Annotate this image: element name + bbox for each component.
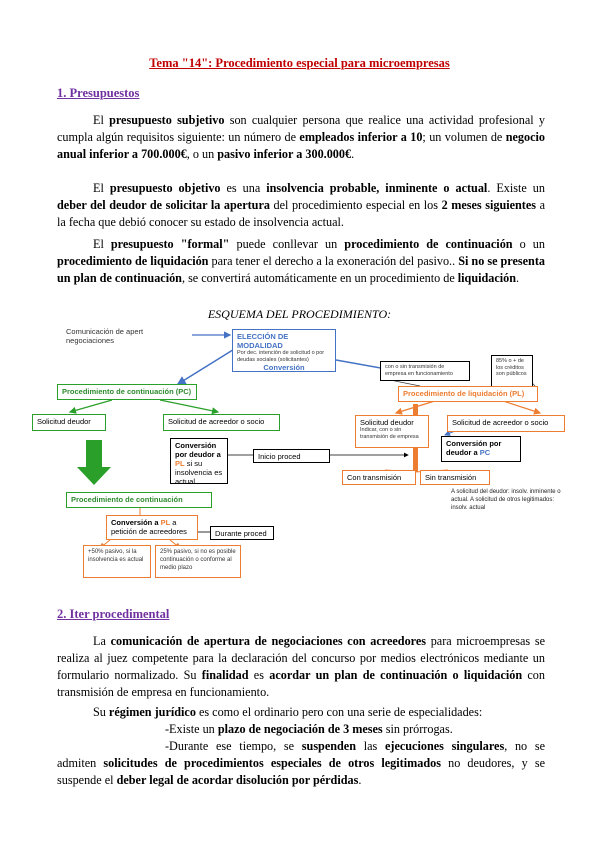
scheme-inicio-proced: Inicio proced: [253, 449, 330, 463]
scheme-election-box: [232, 329, 336, 372]
scheme-conversion-to-pc: [441, 436, 521, 462]
scheme-conversion-to-pl: [170, 438, 228, 484]
scheme-conversion-to-pl-2-rest: a petición de acreedores: [111, 518, 187, 536]
scheme-start-label: Comunicación de apert negociaciones: [66, 327, 192, 345]
scheme-election-sub: Por dec. intención de solicitud o por deudas sociales (solicitantes): [237, 350, 325, 363]
scheme-note-50: +50% pasivo, si la insolvencia es actual: [83, 545, 151, 578]
scheme-conversion-to-pl-rest: si su insolvencia es actual: [175, 459, 223, 486]
scheme-conversion-to-pc-title: Conversión por deudor a: [446, 439, 502, 457]
scheme-pl-note: 85% o + de los créditos son públicos: [491, 355, 533, 397]
section-heading-presupuestos: 1. Presupuestos: [57, 86, 140, 100]
scheme-durante-proced: Durante proced: [210, 526, 274, 540]
scheme-pl-side-note: con o sin transmisión de empresa en funcionamiento: [380, 361, 470, 381]
scheme-pl-solicitud-deudor: [355, 415, 429, 448]
scheme-conversion-to-pl-2: [106, 515, 198, 540]
scheme-pc2-box: Procedimiento de continuación: [66, 492, 212, 508]
scheme-election-title: ELECCIÓN DE MODALIDAD: [237, 332, 289, 350]
scheme-pl-solicitud-acreedor: Solicitud de acreedor o socio: [447, 415, 565, 432]
scheme-conversion-to-pl-2-title: Conversión a: [111, 518, 159, 527]
section-heading-iter: 2. Iter procedimental: [57, 607, 170, 621]
scheme-note-solicitud: A solicitud del deudor: insolv. inminente o actual. A solicitud de otros legitimados: insolv. actual: [451, 489, 561, 511]
scheme-conversion-to-pl-title: Conversión por deudor a: [175, 441, 221, 459]
scheme-title: ESQUEMA DEL PROCEDIMIENTO:: [207, 307, 392, 321]
scheme-conversion-to-pc-tag: PC: [479, 448, 491, 457]
scheme-pc-box: Procedimiento de continuación (PC): [57, 384, 197, 400]
scheme-con-transmision: Con transmisión: [342, 470, 416, 485]
scheme-pl-solicitud-deudor-label: Solicitud deudor: [360, 418, 414, 427]
scheme-election-conversion: Conversión: [263, 363, 305, 372]
paragraph-subjetivo: El presupuesto subjetivo son cualquier persona que realice una actividad profesional y cumpla algún requisitos siguiente: un número de empleados inferior a 10; un volumen de negocio anual inferior a 700.000€, o un pasivo inferior a 300.000€.: [57, 113, 545, 161]
scheme-sin-transmision: Sin transmisión: [420, 470, 490, 485]
scheme-note-25: 25% pasivo, si no es posible continuación o conforme al medio plazo: [155, 545, 241, 578]
scheme-conversion-to-pl-tag: PL: [175, 459, 185, 468]
scheme-conversion-to-pl-2-tag: PL: [160, 518, 171, 527]
paragraph-comunicacion: La comunicación de apertura de negociaciones con acreedores para microempresas se realiza al juez competente para la declaración del concurso por medios electrónicos mediante un formulario normalizado. Su finalidad es acordar un plan de continuación o liquidación con transmisión de empresa en funcionamiento.: [57, 634, 546, 699]
scheme-pl-solicitud-deudor-sub: Indicar, con o sin transmisión de empresa: [360, 427, 419, 440]
paragraph-objetivo: El presupuesto objetivo es una insolvencia probable, inminente o actual. Existe un deber del deudor de solicitar la apertura del procedimiento especial en los 2 meses siguientes a la fecha que debió conocer su estado de insolvencia actual.: [57, 181, 545, 229]
paragraph-regimen: Su régimen jurídico es como el ordinario pero con una serie de especialidades: -Existe un plazo de negociación de 3 meses sin prórrogas. -Durante ese tiempo, se suspenden las ejecuciones singulares, no se admiten solicitudes de procedimientos especiales de otros legitimados no deudores, y se suspende el deber legal de acordar disolución por pérdidas.: [57, 705, 546, 787]
scheme-pc-solicitud-deudor: Solicitud deudor: [32, 414, 106, 431]
paragraph-formal: El presupuesto "formal" puede conllevar un procedimiento de continuación o un procedimiento de liquidación para tener el derecho a la exoneración del pasivo.. Si no se presenta un plan de continuación, se convertirá automáticamente en un procedimiento de liquidación.: [57, 237, 545, 285]
scheme-pc-solicitud-acreedor: Solicitud de acreedor o socio: [163, 414, 280, 431]
document-title: Tema "14": Procedimiento especial para microempresas: [149, 56, 450, 70]
scheme-pl-box: Procedimiento de liquidación (PL): [398, 386, 538, 402]
